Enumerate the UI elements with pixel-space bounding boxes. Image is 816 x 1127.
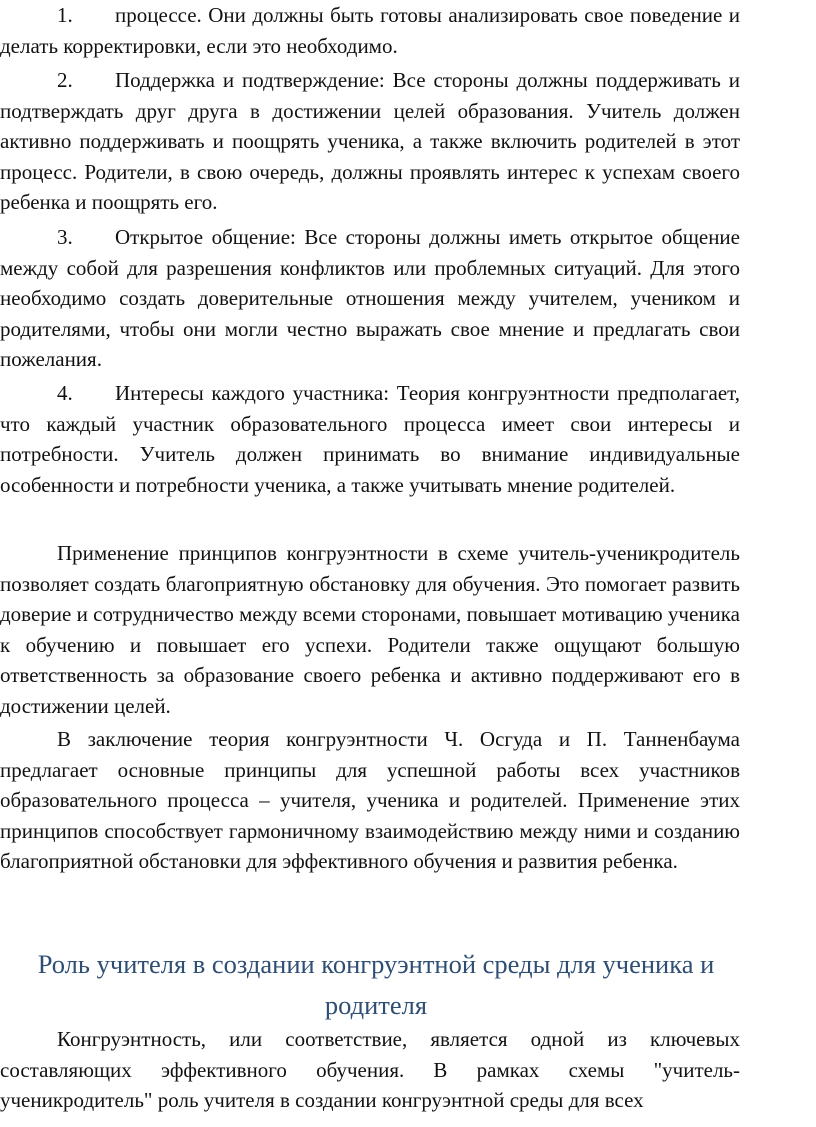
list-number: 4. (57, 381, 73, 405)
list-item-2 (0, 65, 740, 218)
list-number: 3. (57, 225, 73, 249)
paragraph-application: Применение принципов конгруэнтности в схеме учитель-ученикродитель позволяет создать благоприятную обстановку для обучения. Это помогает развить доверие и сотрудничество между всеми сторонами, повышает мотивацию ученика к обучению и повышает его успехи. Родители также ощущают большую ответственность за образование своего ребенка и активно поддерживают его в достижении целей. (0, 541, 740, 718)
list-item-text: Поддержка и подтверждение: Все стороны должны поддерживать и подтверждать друг друга в достижении целей образования. Учитель должен активно поддерживать и поощрять ученика, а также включить родителей в этот процесс. Родители, в свою очередь, должны проявлять интерес к успехам своего ребенка и поощрять его. (0, 68, 740, 214)
list-item-1 (0, 0, 740, 61)
section-heading: Роль учителя в создании конгруэнтной среды для ученика и родителя (37, 949, 715, 1020)
paragraph-section-intro: Конгруэнтность, или соответствие, является одной из ключевых составляющих эффективного обучения. В рамках схемы "учитель-ученикродитель" роль учителя в создании конгруэнтной среды для всех (0, 1027, 740, 1112)
list-item-4 (0, 378, 740, 500)
list-number: 2. (57, 68, 73, 92)
list-number: 1. (57, 3, 73, 27)
list-item-text: Открытое общение: Все стороны должны иметь открытое общение между собой для разрешения конфликтов или проблемных ситуаций. Для этого необходимо создать доверительные отношения между учителем, учеником и родителями, чтобы они могли честно выражать свое мнение и предлагать свои пожелания. (0, 225, 740, 371)
list-item-text: процессе. Они должны быть готовы анализировать свое поведение и делать корректировки, если это необходимо. (0, 3, 740, 58)
list-item-3 (0, 222, 740, 375)
paragraph-conclusion: В заключение теория конгруэнтности Ч. Осгуда и П. Танненбаума предлагает основные принципы для успешной работы всех участников образовательного процесса – учителя, ученика и родителей. Применение этих принципов способствует гармоничному взаимодействию между ними и созданию благоприятной обстановки для эффективного обучения и развития ребенка. (0, 727, 740, 873)
list-item-text: Интересы каждого участника: Теория конгруэнтности предполагает, что каждый участник образовательного процесса имеет свои интересы и потребности. Учитель должен принимать во внимание индивидуальные особенности и потребности ученика, а также учитывать мнение родителей. (0, 381, 740, 497)
